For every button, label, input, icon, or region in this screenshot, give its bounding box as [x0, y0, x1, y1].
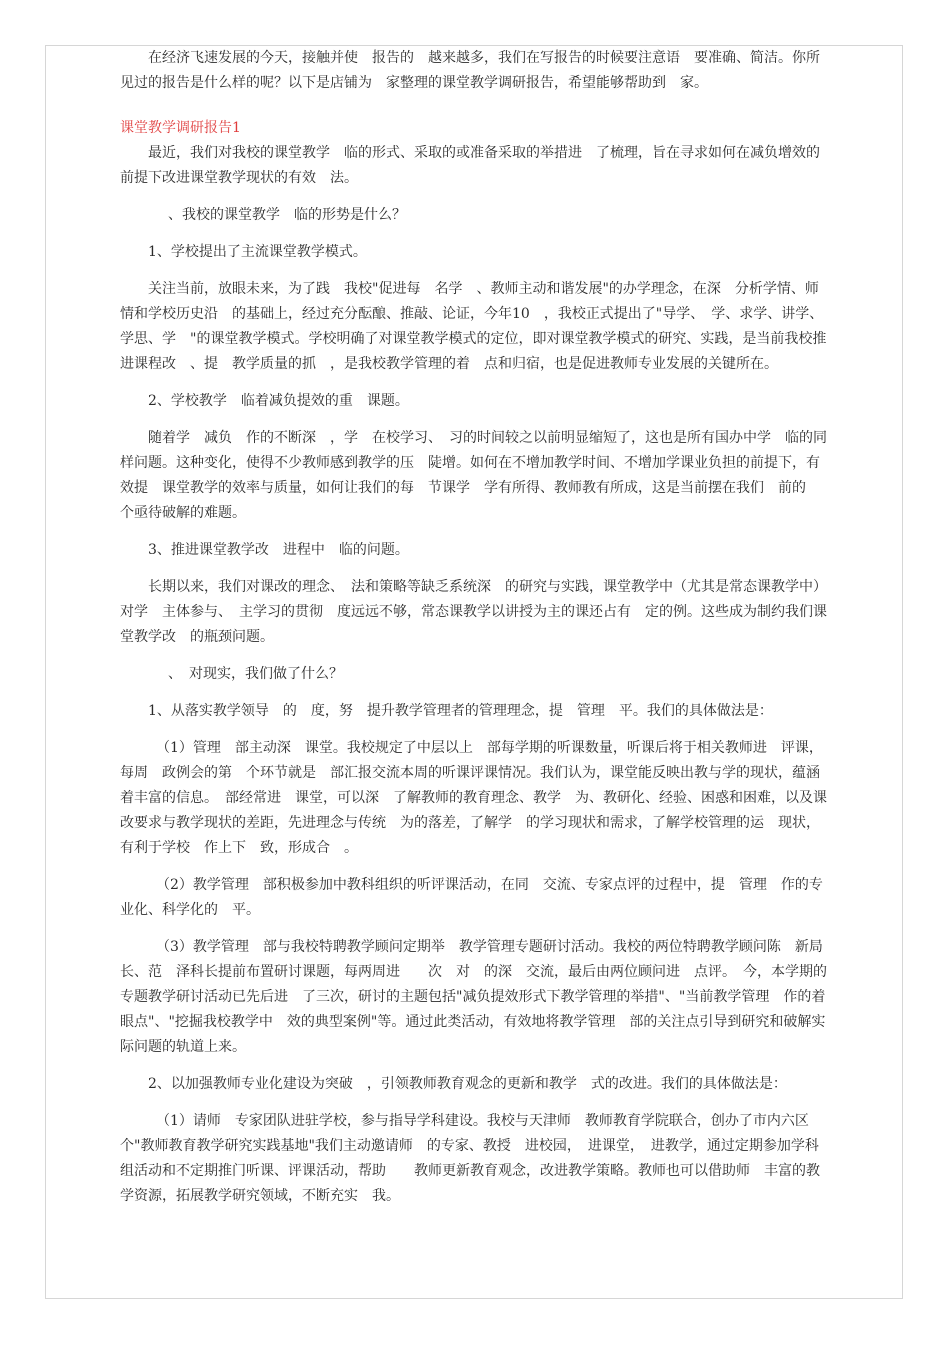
subsection-heading: 2、以加强教师专业化建设为突破 ，引领教师教育观念的更新和教学 式的改进。我们的具体做法是： [148, 1076, 787, 1092]
subsection-heading: 1、从落实教学领导 的 度，努 提升教学管理者的管理理念，提 管理 平。我们的具体做法是： [148, 703, 773, 719]
body-paragraph: （1）管理 部主动深 课堂。我校规定了中层以上 部每学期的听课数量，听课后将于相关教师进 评课，每周 政例会的第 个环节就是 部汇报交流本周的听课评课情况。我们认为，课堂能反映出教与学的现状，蕴涵着丰富的信息。 部经常进 课堂，可以深 了解教师的教育理念、教学 为、教研化、经验、困惑和困难，以及课改要求与教学现状的差距，先进理念与传统 为的落差，了解学 的学习现状和需求，了解学校管理的运 现状，有利于学校 作上下 致，形成合 。 [120, 740, 827, 856]
subsection-heading: 1、学校提出了主流课堂教学模式。 [148, 244, 367, 260]
body-paragraph: （1）请师 专家团队进驻学校，参与指导学科建设。我校与天津师 教师教育学院联合，创办了市内六区 个"教师教育教学研究实践基地"我们主动邀请师 的专家、教授 进校园， 进课堂， 进教学，通过定期参加学科组活动和不定期推门听课、评课活动，帮助 教师更新教育观念，改进教学策略。教师也可以借助师 丰富的教学资源，拓展教学研究领域，不断充实 我。 [120, 1113, 823, 1204]
body-paragraph: 随着学 减负 作的不断深 ，学 在校学习、 习的时间较之以前明显缩短了，这也是所有国办中学 临的同样问题。这种变化，使得不少教师感到教学的压 陡增。如何在不增加教学时间、不增加学课业负担的前提下，有效提 课堂教学的效率与质量，如何让我们的每 节课学 学有所得、教师教有所成，这是当前摆在我们 前的 个亟待破解的难题。 [120, 430, 827, 521]
body-paragraph: 长期以来，我们对课改的理念、 法和策略等缺乏系统深 的研究与实践，课堂教学中（尤其是常态课教学中）对学 主体参与、 主学习的贯彻 度远远不够，常态课教学以讲授为主的课还占有 定的例。这些成为制约我们课堂教学改 的瓶颈问题。 [120, 579, 827, 645]
intro-paragraph: 在经济飞速发展的今天，接触并使 报告的 越来越多，我们在写报告的时候要注意语 要准确、简洁。你所见过的报告是什么样的呢？以下是店铺为 家整理的课堂教学调研报告，希望能够帮助到 家。 [120, 50, 820, 91]
body-paragraph: 关注当前，放眼未来，为了践 我校"促进每 名学 、教师主动和谐发展"的办学理念，在深 分析学情、师情和学校历史沿 的基础上，经过充分酝酿、推敲、论证，今年10 ，我校正式提出了"导学、 学、求学、讲学、学思、学 "的课堂教学模式。学校明确了对课堂教学模式的定位，即对课堂教学模式的研究、实践，是当前我校推进课程改 、提 教学质量的抓 ，是我校教学管理的着 点和归宿，也是促进教师专业发展的关键所在。 [120, 281, 827, 372]
subsection-heading: 2、学校教学 临着减负提效的重 课题。 [148, 393, 409, 409]
subsection-heading: 3、推进课堂教学改 进程中 临的问题。 [148, 542, 409, 558]
body-paragraph: （2）教学管理 部积极参加中教科组织的听评课活动，在同 交流、专家点评的过程中，提 管理 作的专业化、科学化的 平。 [120, 877, 823, 918]
body-paragraph: 最近，我们对我校的课堂教学 临的形式、采取的或准备采取的举措进 了梳理，旨在寻求如何在减负增效的前提下改进课堂教学现状的有效 法。 [120, 145, 820, 186]
body-paragraph: （3）教学管理 部与我校特聘教学顾问定期举 教学管理专题研讨活动。我校的两位特聘教学顾问陈 新局长、范 泽科长提前布置研讨课题，每两周进 次 对 的深 交流，最后由两位顾问进 点评。 今，本学期的专题教学研讨活动已先后进 了三次，研讨的主题包括"减负提效形式下教学管理的举措"、"当前教学管理 作的着眼点"、"挖掘我校教学中 效的典型案例"等。通过此类活动，有效地将教学管理 部的关注点引导到研究和破解实际问题的轨道上来。 [120, 939, 827, 1055]
document-body [120, 46, 828, 1209]
section-heading: 、 对现实，我们做了什么？ [168, 666, 343, 682]
section-heading: 、我校的课堂教学 临的形势是什么？ [168, 207, 406, 223]
report-heading: 课堂教学调研报告1 [120, 120, 241, 136]
